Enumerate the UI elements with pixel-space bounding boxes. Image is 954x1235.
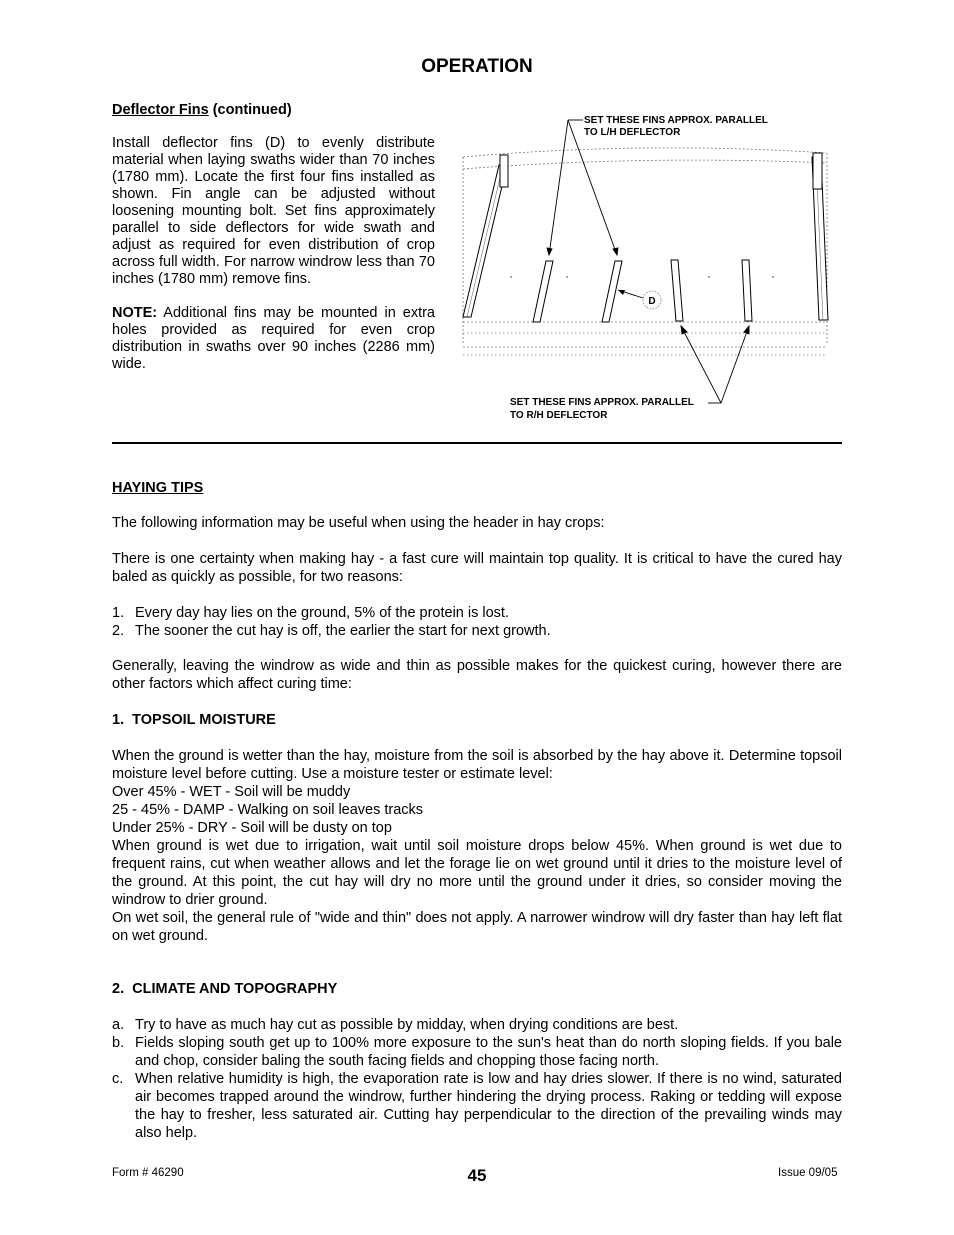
- climate-section: [112, 980, 842, 1142]
- list-item: [112, 1070, 842, 1142]
- deflector-fins: [533, 260, 752, 322]
- deflector-section: [112, 102, 435, 373]
- list-item-number: 2.: [112, 623, 125, 639]
- list-item: [112, 1016, 842, 1034]
- callout-bottom-line2: TO R/H DEFLECTOR: [510, 410, 608, 421]
- footer-form-number: Form # 46290: [112, 1167, 184, 1179]
- list-item: [112, 1034, 842, 1070]
- haying-tips-heading: HAYING TIPS: [112, 480, 204, 496]
- moisture-level: Under 25% - DRY - Soil will be dusty on top: [112, 820, 392, 836]
- footer-page-number: 45: [467, 1166, 487, 1185]
- haying-tips-section: [112, 479, 842, 693]
- deflector-paragraph: Install deflector fins (D) to evenly distribute material when laying swaths wider than 70 inches (1780 mm). Locate the first four fins installed as shown. Fin angle can be adjusted without loosening mounting bolt. Set fins approximately parallel to side deflectors for wide swath and adjust as required for even distribution of crop across full width. For narrow windrow less than 70 inches (1780 mm) remove fins.: [112, 135, 435, 287]
- moisture-level: Over 45% - WET - Soil will be muddy: [112, 784, 351, 800]
- note-label: NOTE:: [112, 305, 158, 321]
- header-frame: [463, 148, 827, 355]
- topsoil-p3: On wet soil, the general rule of "wide and thin" does not apply. A narrower windrow will dry faster than hay left flat on wet ground.: [112, 910, 842, 944]
- haying-generally: Generally, leaving the windrow as wide and thin as possible makes for the quickest curing, however there are other factors which affect curing time:: [112, 658, 842, 692]
- reasons-list: [112, 604, 842, 640]
- callout-top-leaders: [547, 120, 618, 255]
- list-item-text: Try to have as much hay cut as possible by midday, when drying conditions are best.: [135, 1017, 679, 1033]
- climate-list: [112, 1016, 842, 1142]
- section-divider: [112, 442, 842, 444]
- footer-issue: Issue 09/05: [778, 1167, 838, 1179]
- label-d-callout: [618, 290, 661, 309]
- deflector-fin-3: [671, 260, 683, 321]
- deflector-heading: [112, 102, 435, 119]
- topsoil-heading: 1. TOPSOIL MOISTURE: [112, 712, 276, 728]
- callout-top-line2: TO L/H DEFLECTOR: [584, 127, 681, 138]
- deflector-heading-underlined: Deflector Fins: [112, 102, 209, 118]
- callout-bottom-leaders: [681, 326, 749, 403]
- moisture-level: 25 - 45% - DAMP - Walking on soil leaves tracks: [112, 802, 424, 818]
- list-item-number: 1.: [112, 605, 125, 621]
- list-item-text: Every day hay lies on the ground, 5% of the protein is lost.: [135, 605, 509, 621]
- callout-bottom-line1: SET THESE FINS APPROX. PARALLEL: [510, 397, 694, 408]
- list-item: [112, 622, 842, 640]
- climate-heading: 2. CLIMATE AND TOPOGRAPHY: [112, 981, 338, 997]
- list-item-letter: b.: [112, 1035, 125, 1051]
- haying-certainty: There is one certainty when making hay - a fast cure will maintain top quality. It is critical to have the cured hay baled as quickly as possible, for two reasons:: [112, 551, 842, 585]
- topsoil-section: [112, 711, 842, 945]
- deflector-fin-2: [602, 261, 622, 322]
- deflector-note: [112, 305, 435, 373]
- rh-side-deflector: [812, 153, 828, 320]
- label-d: D: [648, 296, 656, 307]
- lh-side-deflector: [463, 155, 508, 317]
- deflector-fin-1: [533, 261, 553, 322]
- deflector-fins-diagram: [455, 105, 840, 425]
- haying-intro: The following information may be useful when using the header in hay crops:: [112, 515, 605, 531]
- topsoil-p2: When ground is wet due to irrigation, wait until soil moisture drops below 45%. When ground is wet due to frequent rains, cut when weather allows and let the forage lie on wet ground until it dries to the moisture level of the ground. At this point, the cut hay will dry no more until the ground under it dries, so consider moving the windrow to drier ground.: [112, 838, 842, 908]
- list-item-letter: c.: [112, 1071, 124, 1087]
- list-item-text: The sooner the cut hay is off, the earlier the start for next growth.: [135, 623, 551, 639]
- deflector-fin-4: [742, 260, 752, 321]
- note-text: Additional fins may be mounted in extra holes provided as required for even crop distribution in swaths over 90 inches (2286 mm) wide.: [112, 305, 435, 372]
- deflector-heading-rest: (continued): [208, 102, 292, 118]
- callout-top-line1: SET THESE FINS APPROX. PARALLEL: [584, 115, 768, 126]
- list-item: [112, 604, 842, 622]
- list-item-text: When relative humidity is high, the evaporation rate is low and hay dries slower. If there is no wind, saturated air becomes trapped around the windrow, further hindering the drying process. Raking or tedding will expose the hay to fresher, less saturated air. Cutting hay perpendicular to the direction of the prevailing winds may also help.: [135, 1071, 842, 1141]
- list-item-text: Fields sloping south get up to 100% more exposure to the sun's heat than do north sloping fields. If you bale and chop, consider baling the south facing fields and chopping those facing north.: [135, 1035, 842, 1069]
- topsoil-p1: When the ground is wetter than the hay, moisture from the soil is absorbed by the hay above it. Determine topsoil moisture level before cutting. Use a moisture tester or estimate level:: [112, 748, 842, 782]
- list-item-letter: a.: [112, 1017, 125, 1033]
- page-title: OPERATION: [421, 56, 533, 77]
